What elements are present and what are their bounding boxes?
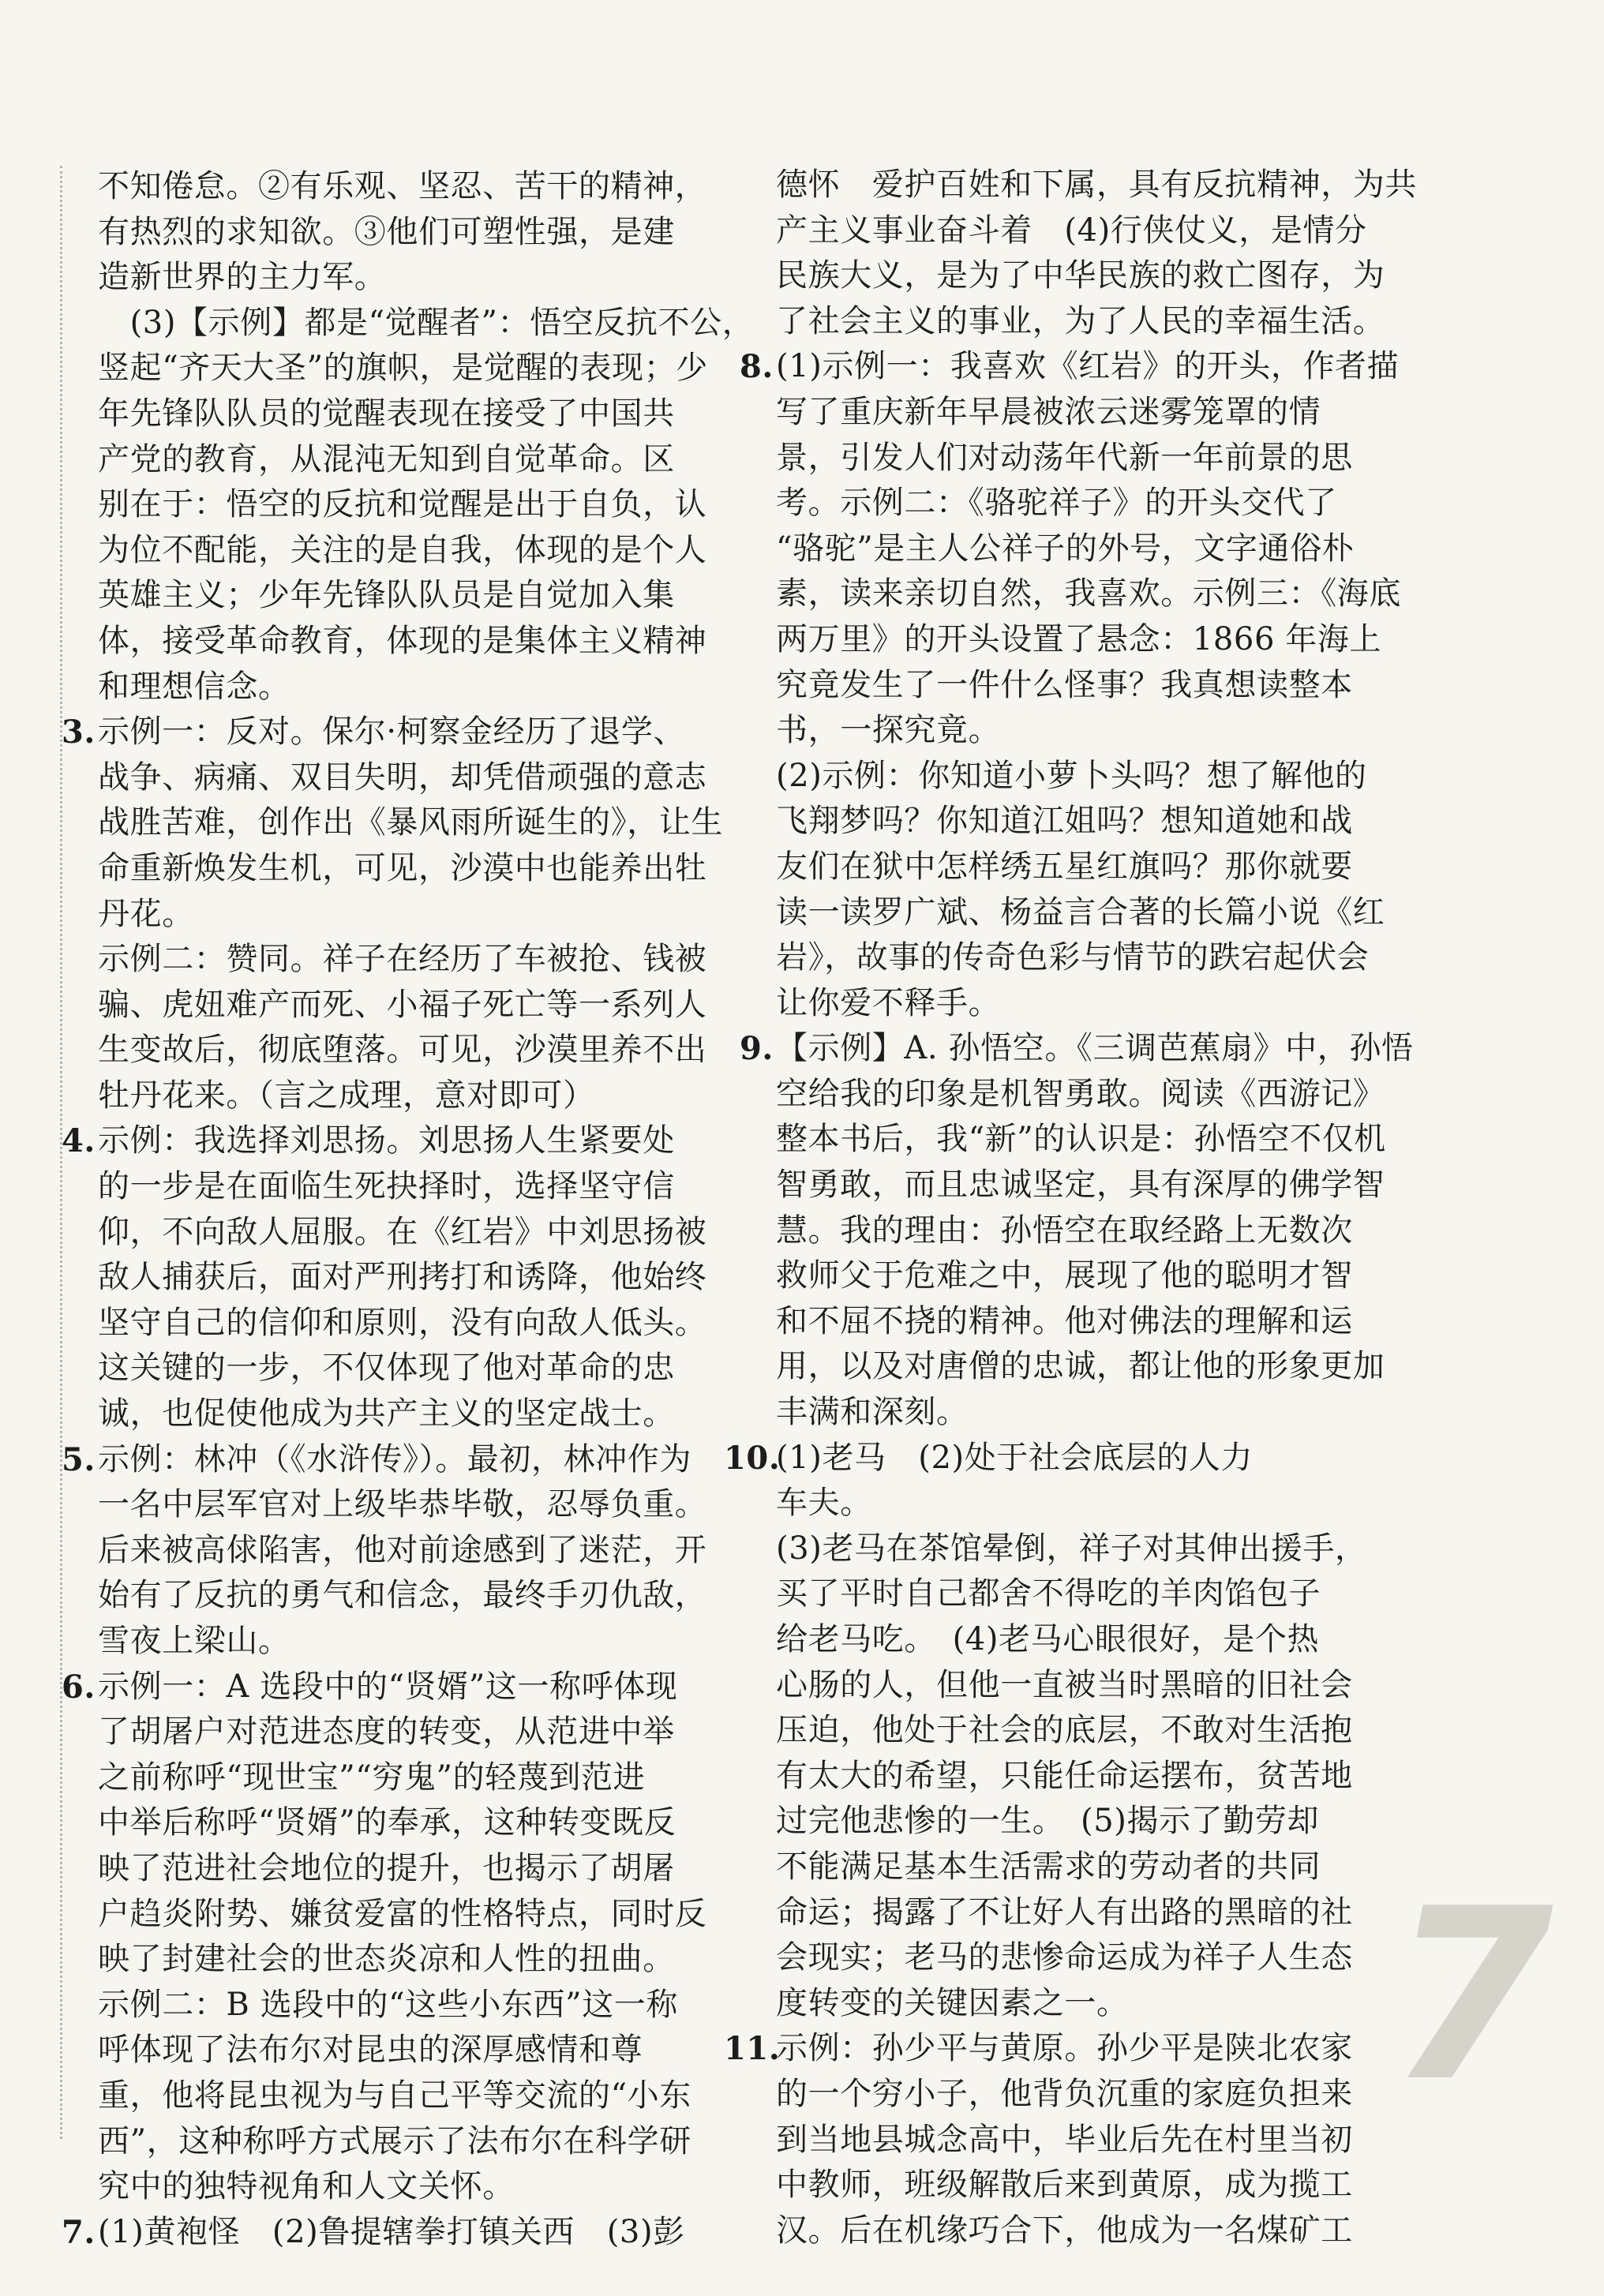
- line-text: 会现实；老马的悲惨命运成为祥子人生态: [776, 1939, 1353, 1976]
- text-line: [776, 1754, 1471, 1800]
- line-text: 的一步是在面临生死抉择时，选择坚守信: [98, 1168, 675, 1205]
- text-line: [98, 2073, 793, 2119]
- text-line: [776, 1799, 1471, 1845]
- text-line: [98, 346, 793, 391]
- line-text: 示例二：赞同。祥子在经历了车被抢、钱被: [98, 941, 707, 978]
- text-line: [98, 528, 793, 574]
- line-text: 岩》，故事的传奇色彩与情节的跌宕起伏会: [776, 939, 1370, 976]
- line-text: 和不屈不挠的精神。他对佛法的理解和运: [776, 1302, 1353, 1339]
- answer-item: [724, 1436, 1471, 2027]
- line-text: 素，读来亲切自然，我喜欢。示例三：《海底: [776, 575, 1401, 612]
- text-line: [776, 1072, 1471, 1118]
- line-text: 给老马吃。 (4)老马心眼很好，是个热: [776, 1621, 1320, 1657]
- text-line: [98, 1164, 793, 1210]
- line-text: 整本书后，我“新”的认识是：孙悟空不仅机: [776, 1121, 1386, 1158]
- line-text: 竖起“齐天大圣”的旗帜，是觉醒的表现；少: [98, 350, 708, 387]
- line-text: 景，引发人们对动荡年代新一年前景的思: [776, 439, 1353, 476]
- text-line: [776, 981, 1471, 1027]
- text-line: [776, 845, 1471, 890]
- line-text: (3)老马在茶馆晕倒，祥子对其伸出援手，: [776, 1530, 1367, 1567]
- line-text: 体，接受革命教育，体现的是集体主义精神: [98, 622, 707, 659]
- line-text: 到当地县城念高中，毕业后先在村里当初: [776, 2121, 1353, 2158]
- line-text: 丰满和深刻。: [776, 1394, 969, 1431]
- line-text: 书，一探究竟。: [776, 712, 1001, 749]
- line-text: 考。示例二：《骆驼祥子》的开头交代了: [776, 485, 1337, 522]
- line-text: 让你爱不释手。: [776, 984, 1001, 1021]
- text-line: [98, 1573, 793, 1619]
- line-text: 究中的独特视角和人文关怀。: [98, 2168, 515, 2205]
- line-text: 智勇敢，而且忠诚坚定，具有深厚的佛学智: [776, 1167, 1385, 1204]
- text-line: [98, 437, 793, 483]
- text-line: [62, 1437, 793, 1483]
- text-line: [776, 208, 1471, 254]
- text-line: [776, 571, 1471, 617]
- text-line: [98, 255, 793, 301]
- line-text: 丹花。: [98, 895, 194, 932]
- right-column: [724, 163, 1471, 2253]
- text-line: [776, 663, 1471, 709]
- line-text: 这关键的一步，不仅体现了他对革命的忠: [98, 1350, 675, 1387]
- line-text: 为位不配能，关注的是自我，体现的是个人: [98, 531, 707, 568]
- text-line: [98, 846, 793, 892]
- text-line: [776, 1163, 1471, 1208]
- line-text: 坚守自己的信仰和原则，没有向敌人低头。: [98, 1304, 707, 1341]
- line-text: 命重新焕发生机，可见，沙漠中也能养出牡: [98, 849, 707, 886]
- text-line: [98, 800, 793, 846]
- text-line: [776, 163, 1471, 208]
- line-text: 汉。后在机缘巧合下，他成为一名煤矿工: [776, 2212, 1353, 2249]
- line-text: 示例二：B 选段中的“这些小东西”这一称: [98, 1986, 679, 2023]
- line-text: 飞翔梦吗？你知道江姐吗？想知道她和战: [776, 803, 1353, 840]
- text-line: [776, 2163, 1471, 2208]
- text-line: [98, 1800, 793, 1846]
- text-line: [98, 1846, 793, 1892]
- text-line: [98, 619, 793, 665]
- line-text: 别在于：悟空的反抗和觉醒是出于自负，认: [98, 486, 707, 523]
- text-line: [98, 1301, 793, 1347]
- text-line: [740, 344, 1471, 390]
- line-text: 示例一：A 选段中的“贤婿”这一称呼体现: [98, 1668, 678, 1705]
- line-text: 有太大的希望，只能任命运摆布，贫苦地: [776, 1757, 1353, 1794]
- line-text: 了胡屠户对范进态度的转变，从范进中举: [98, 1714, 675, 1751]
- text-line: [98, 1755, 793, 1801]
- line-text: 牡丹花来。（言之成理，意对即可）: [98, 1077, 595, 1114]
- text-line: [724, 2026, 1471, 2072]
- text-line: [62, 710, 793, 755]
- line-text: 写了重庆新年早晨被浓云迷雾笼罩的情: [776, 393, 1321, 430]
- text-line: [98, 892, 793, 938]
- line-text: (1)示例一：我喜欢《红岩》的开头，作者描: [776, 348, 1400, 385]
- text-line: [776, 2072, 1471, 2118]
- left-column: [62, 164, 793, 2255]
- text-line: [98, 2119, 793, 2165]
- text-line: [98, 1710, 793, 1755]
- answer-item: [62, 2210, 793, 2256]
- line-text: 了社会主义的事业，为了人民的幸福生活。: [776, 302, 1385, 339]
- answer-item: [724, 2026, 1471, 2253]
- text-line: [98, 1892, 793, 1938]
- text-line: [776, 1481, 1471, 1526]
- line-text: 之前称呼“现世宝”“穷鬼”的轻蔑到范进: [98, 1759, 646, 1796]
- line-text: 战争、病痛、双目失明，却凭借顽强的意志: [98, 758, 707, 796]
- question-number: 3.: [62, 714, 96, 751]
- text-line: [98, 1983, 793, 2028]
- line-text: 仰，不向敌人屈服。在《红岩》中刘思扬被: [98, 1213, 707, 1250]
- text-line: [740, 1026, 1471, 1072]
- line-text: 用，以及对唐僧的忠诚，都让他的形象更加: [776, 1348, 1385, 1385]
- text-line: [776, 617, 1471, 663]
- line-text: 骗、虎妞难产而死、小福子死亡等一系列人: [98, 986, 707, 1023]
- text-line: [724, 1436, 1471, 1481]
- text-line: [98, 573, 793, 619]
- line-text: 户趋炎附势、嫌贫爱富的性格特点，同时反: [98, 1895, 707, 1932]
- text-line: [776, 1708, 1471, 1754]
- text-line: [776, 2208, 1471, 2254]
- text-line: [98, 391, 793, 437]
- question-number: 8.: [740, 348, 774, 386]
- text-line: [98, 164, 793, 210]
- text-line: [98, 1482, 793, 1528]
- text-line: [776, 1117, 1471, 1163]
- line-text: 友们在狱中怎样绣五星红旗吗？那你就要: [776, 848, 1353, 885]
- question-number: 6.: [62, 1668, 96, 1706]
- text-line: [776, 1526, 1471, 1572]
- line-text: 示例：林冲（《水浒传》）。最初，林冲作为: [98, 1440, 691, 1478]
- answer-item: [62, 710, 793, 1118]
- text-line: [98, 2028, 793, 2073]
- text-line: [776, 1208, 1471, 1254]
- line-text: “骆驼”是主人公祥子的外号，文字通俗朴: [776, 530, 1355, 567]
- line-text: (1)老马 (2)处于社会底层的人力: [776, 1439, 1254, 1476]
- question-number: 11.: [724, 2030, 781, 2068]
- text-line: [98, 1391, 793, 1437]
- text-line: [62, 2210, 793, 2256]
- line-text: 慧。我的理由：孙悟空在取经路上无数次: [776, 1212, 1353, 1249]
- line-text: (3)【示例】都是“觉醒者”：悟空反抗不公，: [98, 304, 755, 341]
- line-text: 有热烈的求知欲。③他们可塑性强，是建: [98, 213, 675, 250]
- text-line: [776, 1299, 1471, 1345]
- text-line: [776, 481, 1471, 526]
- line-text: 西”，这种称呼方式展示了法布尔在科学研: [98, 2122, 691, 2159]
- text-line: [776, 1253, 1471, 1299]
- line-text: 生变故后，彻底堕落。可见，沙漠里养不出: [98, 1032, 707, 1069]
- line-text: 雪夜上梁山。: [98, 1623, 290, 1659]
- text-line: [98, 210, 793, 256]
- line-text: 诚，也促使他成为共产主义的坚定战士。: [98, 1395, 675, 1433]
- line-text: 示例：我选择刘思扬。刘思扬人生紧要处: [98, 1122, 675, 1159]
- line-text: 中教师，班级解散后来到黄原，成为揽工: [776, 2167, 1353, 2204]
- line-text: 读一读罗广斌、杨益言合著的长篇小说《红: [776, 893, 1385, 931]
- line-text: (2)示例：你知道小萝卜头吗？想了解他的: [776, 757, 1367, 794]
- line-text: 产主义事业奋斗着 (4)行侠仗义，是情分: [776, 212, 1367, 249]
- text-line: [776, 708, 1471, 754]
- line-text: 买了平时自己都舍不得吃的羊肉馅包子: [776, 1575, 1321, 1612]
- line-text: 【示例】A. 孙悟空。《三调芭蕉扇》中，孙悟: [776, 1030, 1414, 1067]
- line-text: 产党的教育，从混沌无知到自觉革命。区: [98, 440, 675, 478]
- line-text: 映了范进社会地位的提升，也揭示了胡屠: [98, 1849, 675, 1886]
- line-text: 过完他悲惨的一生。 (5)揭示了勤劳却: [776, 1803, 1320, 1840]
- answer-item: [98, 164, 793, 710]
- text-line: [98, 1073, 793, 1119]
- text-line: [776, 436, 1471, 481]
- line-text: 度转变的关键因素之一。: [776, 1984, 1129, 2021]
- text-line: [776, 253, 1471, 299]
- text-line: [98, 983, 793, 1028]
- line-text: 空给我的印象是机智勇敢。阅读《西游记》: [776, 1075, 1385, 1112]
- text-line: [776, 1663, 1471, 1709]
- line-text: 压迫，他处于社会的底层，不敢对生活抱: [776, 1712, 1353, 1749]
- question-number: 9.: [740, 1030, 774, 1068]
- line-text: 示例一：反对。保尔·柯察金经历了退学、: [98, 714, 686, 751]
- text-line: [776, 754, 1471, 800]
- question-number: 4.: [62, 1122, 96, 1160]
- text-line: [776, 1617, 1471, 1663]
- text-line: [98, 1619, 793, 1665]
- answer-item: [62, 1665, 793, 2210]
- text-line: [776, 1935, 1471, 1981]
- line-text: 两万里》的开头设置了悬念：1866 年海上: [776, 620, 1382, 657]
- line-text: 英雄主义；少年先锋队队员是自觉加入集: [98, 577, 675, 614]
- page-number-watermark: 7: [1389, 1858, 1553, 2133]
- line-text: 敌人捕获后，面对严刑拷打和诱降，他始终: [98, 1259, 707, 1296]
- line-text: 救师父于危难之中，展现了他的聪明才智: [776, 1257, 1353, 1294]
- line-text: 造新世界的主力军。: [98, 259, 387, 296]
- text-line: [62, 1118, 793, 1164]
- text-line: [776, 1571, 1471, 1617]
- text-line: [98, 482, 793, 528]
- text-line: [776, 1890, 1471, 1936]
- text-line: [98, 2164, 793, 2210]
- line-text: 年先锋队队员的觉醒表现在接受了中国共: [98, 395, 675, 432]
- text-line: [776, 2118, 1471, 2163]
- line-text: 心肠的人，但他一直被当时黑暗的旧社会: [776, 1666, 1353, 1703]
- text-line: [776, 390, 1471, 436]
- line-text: 战胜苦难，创作出《暴风雨所诞生的》，让生: [98, 804, 723, 841]
- question-number: 7.: [62, 2213, 96, 2251]
- answer-item: [62, 1437, 793, 1665]
- line-text: 的一个穷小子，他背负沉重的家庭负担来: [776, 2075, 1353, 2112]
- line-text: 后来被高俅陷害，他对前途感到了迷茫，开: [98, 1531, 707, 1568]
- text-line: [98, 937, 793, 983]
- line-text: 重，他将昆虫视为与自己平等交流的“小东: [98, 2077, 691, 2114]
- line-text: (1)黄袍怪 (2)鲁提辖拳打镇关西 (3)彭: [98, 2213, 685, 2250]
- text-line: [98, 301, 793, 346]
- line-text: 德怀 爱护百姓和下属，具有反抗精神，为共: [776, 167, 1417, 203]
- text-line: [776, 1390, 1471, 1436]
- answer-item: [740, 344, 1471, 1026]
- text-line: [98, 1937, 793, 1983]
- text-line: [776, 1344, 1471, 1390]
- line-text: 和理想信念。: [98, 668, 290, 705]
- text-line: [98, 1028, 793, 1073]
- text-line: [776, 935, 1471, 981]
- text-line: [98, 1210, 793, 1256]
- text-line: [776, 799, 1471, 845]
- text-line: [776, 1845, 1471, 1890]
- text-line: [98, 665, 793, 710]
- line-text: 民族大义，是为了中华民族的救亡图存，为: [776, 257, 1385, 294]
- text-line: [98, 1346, 793, 1391]
- text-line: [776, 299, 1471, 345]
- answer-item: [776, 163, 1471, 344]
- line-text: 不知倦怠。②有乐观、坚忍、苦干的精神，: [98, 168, 707, 204]
- text-line: [62, 1665, 793, 1710]
- line-text: 一名中层军官对上级毕恭毕敬，忍辱负重。: [98, 1486, 707, 1523]
- answer-item: [740, 1026, 1471, 1435]
- text-line: [776, 1981, 1471, 2027]
- text-line: [98, 1255, 793, 1301]
- question-number: 10.: [724, 1439, 781, 1477]
- line-text: 究竟发生了一件什么怪事？我真想读整本: [776, 666, 1353, 703]
- line-text: 车夫。: [776, 1485, 872, 1522]
- line-text: 示例：孙少平与黄原。孙少平是陕北农家: [776, 2030, 1353, 2067]
- line-text: 始有了反抗的勇气和信念，最终手刃仇敌，: [98, 1577, 707, 1614]
- line-text: 不能满足基本生活需求的劳动者的共同: [776, 1848, 1321, 1885]
- line-text: 中举后称呼“贤婿”的奉承，这种转变既反: [98, 1804, 676, 1841]
- text-line: [776, 890, 1471, 936]
- answer-item: [62, 1118, 793, 1436]
- text-line: [98, 755, 793, 801]
- line-text: 命运；揭露了不让好人有出路的黑暗的社: [776, 1893, 1353, 1931]
- line-text: 呼体现了法布尔对昆虫的深厚感情和尊: [98, 2032, 643, 2069]
- text-line: [776, 526, 1471, 572]
- line-text: 映了封建社会的世态炎凉和人性的扭曲。: [98, 1941, 675, 1978]
- text-line: [98, 1528, 793, 1574]
- question-number: 5.: [62, 1440, 96, 1478]
